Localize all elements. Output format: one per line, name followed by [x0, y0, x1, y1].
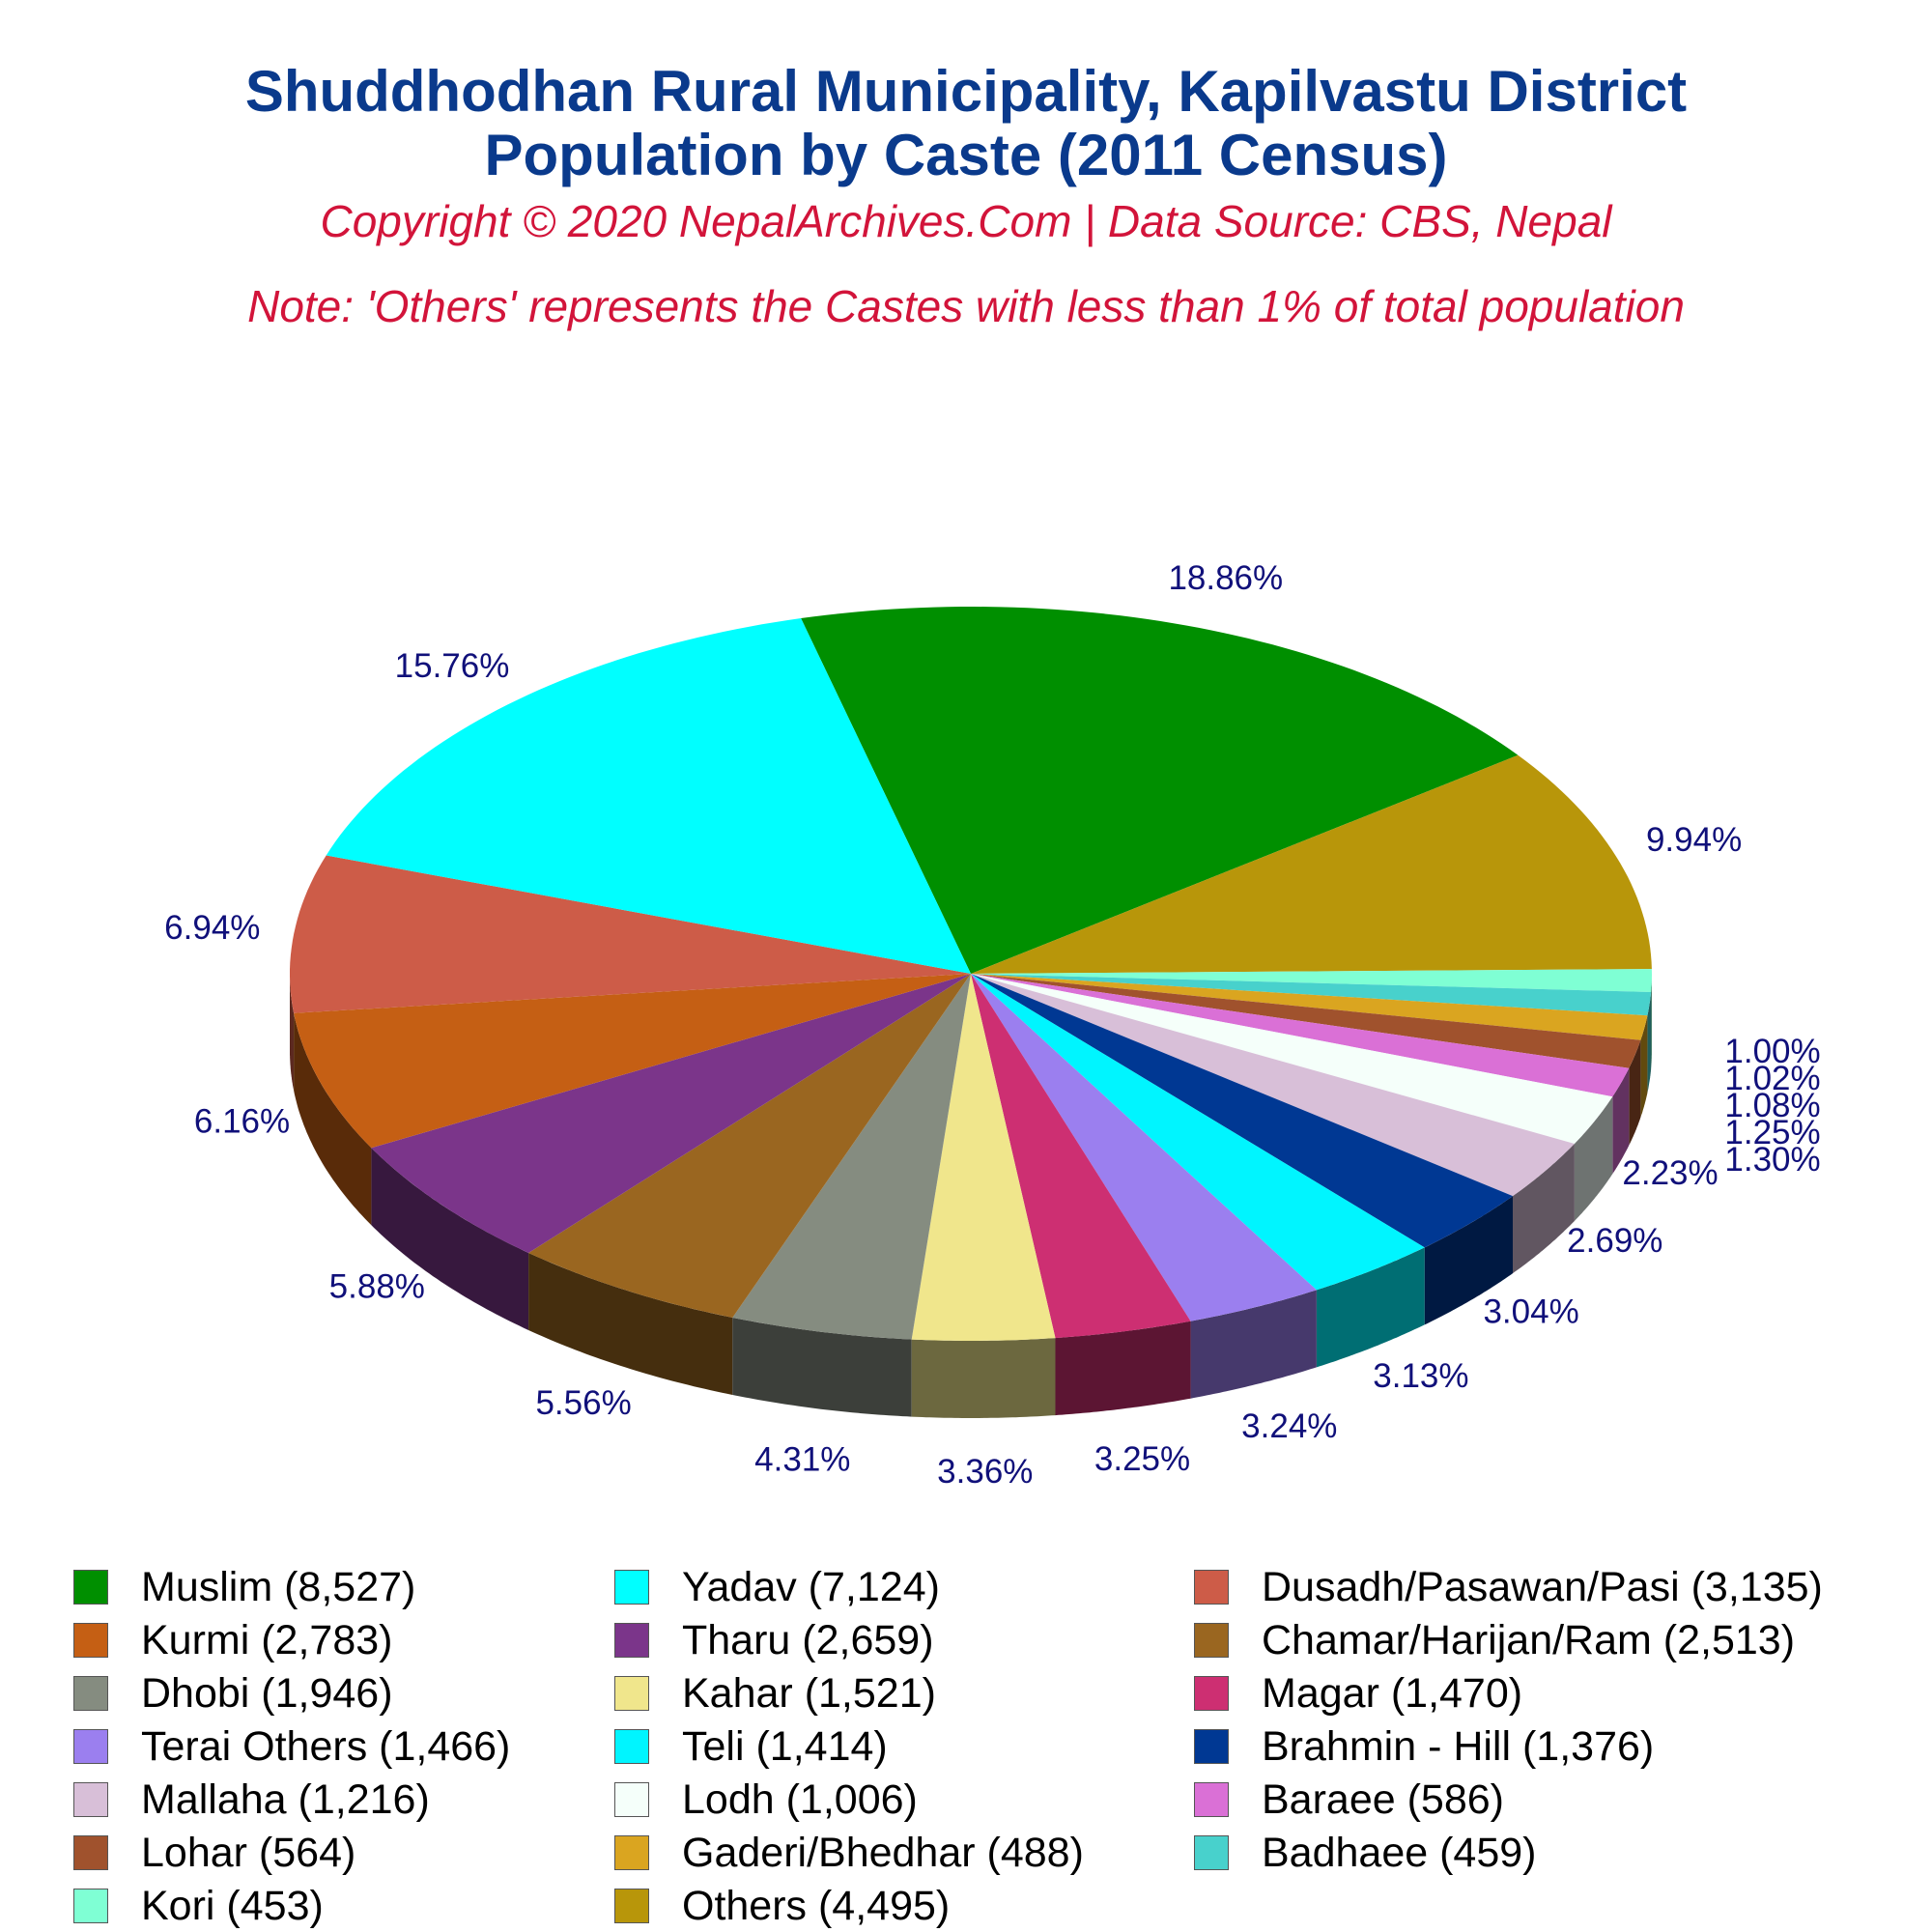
legend-label-muslim: Muslim (8,527) — [141, 1563, 416, 1610]
legend-item-dusadh-pasawan-pasi — [1194, 1563, 1823, 1611]
legend-label-yadav: Yadav (7,124) — [682, 1563, 940, 1610]
legend-item-lodh — [614, 1776, 918, 1824]
legend-swatch-teli — [614, 1729, 649, 1764]
legend-item-chamar-harijan-ram — [1194, 1616, 1795, 1664]
pie-label-magar: 3.25% — [1094, 1439, 1191, 1478]
pie-label-terai-others: 3.24% — [1241, 1407, 1338, 1445]
legend-swatch-terai-others — [73, 1729, 108, 1764]
legend-swatch-mallaha — [73, 1782, 108, 1817]
legend-swatch-gaderi-bhedhar — [614, 1835, 649, 1870]
legend-swatch-dhobi — [73, 1676, 108, 1711]
legend-label-teli: Teli (1,414) — [682, 1722, 888, 1770]
chart-title-line-2: Population by Caste (2011 Census) — [484, 123, 1448, 187]
legend-item-gaderi-bhedhar — [614, 1829, 1084, 1877]
note-text: Note: 'Others' represents the Castes with less than 1% of total population — [247, 281, 1685, 331]
pie-side-kahar — [912, 1338, 1056, 1418]
legend-item-muslim — [73, 1563, 415, 1611]
legend-item-magar — [1194, 1669, 1522, 1718]
pie-label-dusadh-pasawan-pasi: 6.94% — [164, 909, 261, 948]
legend-swatch-magar — [1194, 1676, 1229, 1711]
pie-top-faces — [290, 607, 1652, 1341]
legend-label-gaderi-bhedhar: Gaderi/Bhedhar (488) — [682, 1829, 1084, 1876]
legend-swatch-lohar — [73, 1835, 108, 1870]
pie-label-muslim: 18.86% — [1168, 559, 1284, 597]
pie-label-lohar: 1.25% — [1724, 1114, 1821, 1151]
legend-swatch-chamar-harijan-ram — [1194, 1623, 1229, 1658]
legend-label-terai-others: Terai Others (1,466) — [141, 1722, 511, 1770]
pie-label-gaderi-bhedhar: 1.08% — [1724, 1087, 1821, 1124]
legend-item-dhobi — [73, 1669, 393, 1718]
pie-label-mallaha: 2.69% — [1567, 1222, 1663, 1261]
pie-label-kori: 1.00% — [1724, 1033, 1821, 1070]
legend-swatch-brahmin-hill — [1194, 1729, 1229, 1764]
pie-label-teli: 3.13% — [1373, 1356, 1469, 1395]
legend-item-terai-others — [73, 1722, 510, 1771]
pie-label-kahar: 3.36% — [937, 1452, 1034, 1491]
legend-label-badhaee: Badhaee (459) — [1262, 1829, 1537, 1876]
legend-item-mallaha — [73, 1776, 430, 1824]
legend-label-baraee: Baraee (586) — [1262, 1776, 1504, 1823]
legend-item-yadav — [614, 1563, 940, 1611]
pie-label-brahmin-hill: 3.04% — [1483, 1293, 1579, 1331]
legend-swatch-kori — [73, 1889, 108, 1923]
legend-swatch-others — [614, 1889, 649, 1923]
pie-label-others: 9.94% — [1645, 821, 1743, 859]
chart-title-line-1: Shuddhodhan Rural Municipality, Kapilvastu District — [244, 59, 1688, 124]
legend-label-mallaha: Mallaha (1,216) — [141, 1776, 430, 1823]
copyright-text: Copyright © 2020 NepalArchives.Com | Data Source: CBS, Nepal — [320, 196, 1612, 246]
legend-label-dhobi: Dhobi (1,946) — [141, 1669, 393, 1717]
pie-label-dhobi: 4.31% — [754, 1440, 851, 1479]
legend-item-kahar — [614, 1669, 936, 1718]
legend-item-tharu — [614, 1616, 934, 1664]
legend-item-badhaee — [1194, 1829, 1537, 1877]
legend-item-others — [614, 1882, 950, 1930]
pie-label-tharu: 5.88% — [328, 1267, 425, 1306]
legend-label-kori: Kori (453) — [141, 1882, 324, 1929]
legend-item-kori — [73, 1882, 324, 1930]
legend-item-teli — [614, 1722, 888, 1771]
legend-swatch-muslim — [73, 1570, 108, 1605]
legend-label-others: Others (4,495) — [682, 1882, 951, 1929]
legend-swatch-baraee — [1194, 1782, 1229, 1817]
legend-swatch-dusadh-pasawan-pasi — [1194, 1570, 1229, 1605]
legend-item-brahmin-hill — [1194, 1722, 1654, 1771]
legend-swatch-tharu — [614, 1623, 649, 1658]
pie-label-chamar-harijan-ram: 5.56% — [535, 1383, 632, 1422]
legend-label-magar: Magar (1,470) — [1262, 1669, 1523, 1717]
legend-label-tharu: Tharu (2,659) — [682, 1616, 934, 1663]
pie-label-baraee: 1.30% — [1724, 1141, 1821, 1179]
legend-swatch-lodh — [614, 1782, 649, 1817]
pie-label-yadav: 15.76% — [394, 646, 510, 685]
legend-label-lodh: Lodh (1,006) — [682, 1776, 918, 1823]
legend-label-kurmi: Kurmi (2,783) — [141, 1616, 393, 1663]
legend-label-dusadh-pasawan-pasi: Dusadh/Pasawan/Pasi (3,135) — [1262, 1563, 1823, 1610]
legend-label-brahmin-hill: Brahmin - Hill (1,376) — [1262, 1722, 1655, 1770]
pie-label-lodh: 2.23% — [1622, 1154, 1719, 1192]
legend-swatch-kurmi — [73, 1623, 108, 1658]
legend-label-chamar-harijan-ram: Chamar/Harijan/Ram (2,513) — [1262, 1616, 1796, 1663]
pie-label-kurmi: 6.16% — [193, 1102, 291, 1141]
legend-swatch-badhaee — [1194, 1835, 1229, 1870]
legend-label-lohar: Lohar (564) — [141, 1829, 356, 1876]
pie-label-badhaee: 1.02% — [1724, 1060, 1821, 1097]
legend-item-kurmi — [73, 1616, 392, 1664]
legend-swatch-yadav — [614, 1570, 649, 1605]
legend-item-baraee — [1194, 1776, 1504, 1824]
legend-swatch-kahar — [614, 1676, 649, 1711]
legend-label-kahar: Kahar (1,521) — [682, 1669, 936, 1717]
legend-item-lohar — [73, 1829, 355, 1877]
